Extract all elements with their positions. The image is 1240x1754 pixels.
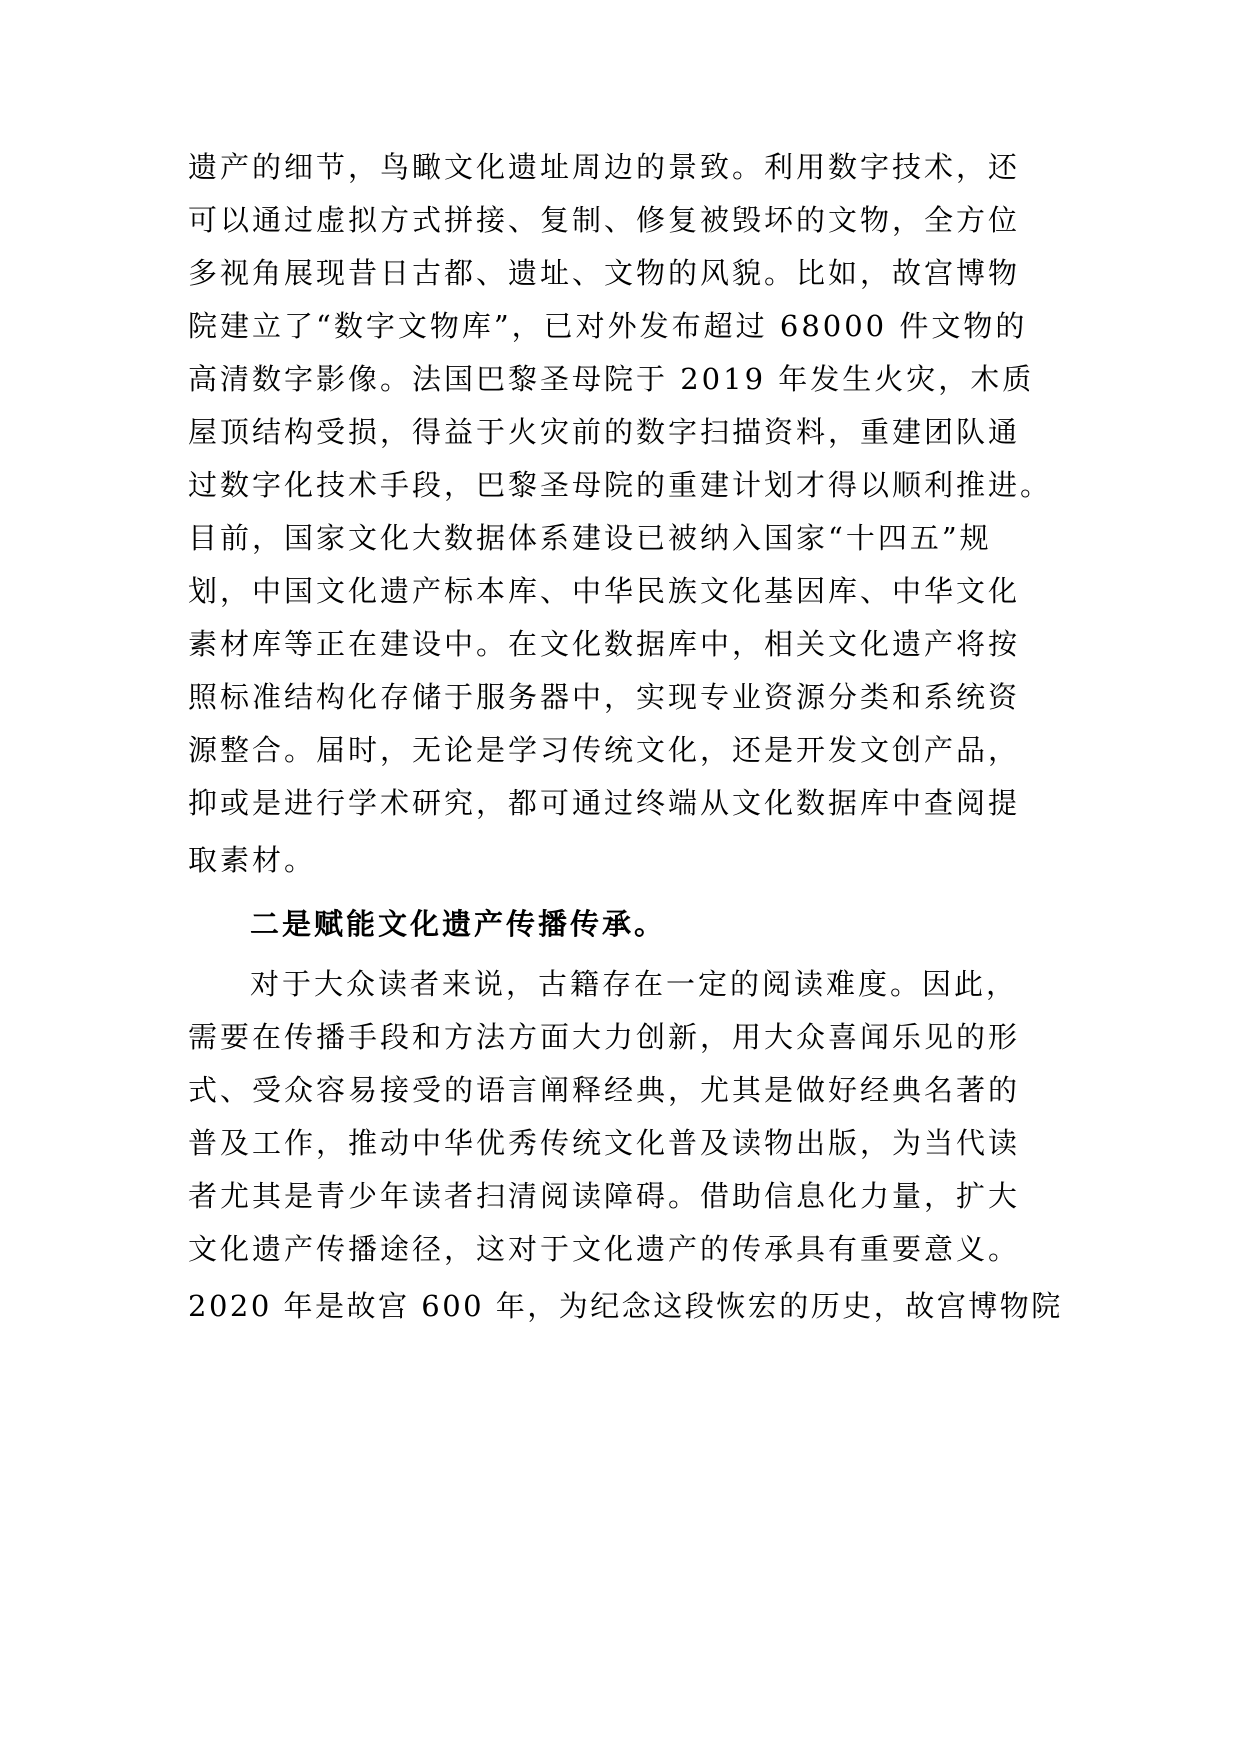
paragraph-line: 可以通过虚拟方式拼接、复制、修复被毁坏的文物，全方位: [188, 203, 1021, 237]
paragraph-line: 目前，国家文化大数据体系建设已被纳入国家“十四五”规: [188, 521, 992, 555]
section-heading: 二是赋能文化遗产传播传承。: [250, 907, 667, 941]
paragraph-line: 照标准结构化存储于服务器中，实现专业资源分类和系统资: [188, 680, 1021, 714]
paragraph-line: 遗产的细节，鸟瞰文化遗址周边的景致。利用数字技术，还: [188, 150, 1021, 184]
paragraph-line: 屋顶结构受损，得益于火灾前的数字扫描资料，重建团队通: [188, 415, 1021, 449]
paragraph-line: 源整合。届时，无论是学习传统文化，还是开发文创产品，: [188, 733, 1021, 767]
paragraph-line: 抑或是进行学术研究，都可通过终端从文化数据库中查阅提: [188, 786, 1021, 820]
paragraph-line: 普及工作，推动中华优秀传统文化普及读物出版，为当代读: [188, 1126, 1021, 1160]
paragraph-line: 高清数字影像。法国巴黎圣母院于 2019 年发生火灾，木质: [188, 362, 1035, 396]
paragraph-line: 取素材。: [188, 843, 317, 877]
paragraph-line: 院建立了“数字文物库”，已对外发布超过 68000 件文物的: [188, 309, 1028, 343]
paragraph-line: 需要在传播手段和方法方面大力创新，用大众喜闻乐见的形: [188, 1020, 1021, 1054]
paragraph-line: 式、受众容易接受的语言阐释经典，尤其是做好经典名著的: [188, 1073, 1021, 1107]
paragraph-line: 素材库等正在建设中。在文化数据库中，相关文化遗产将按: [188, 627, 1021, 661]
paragraph-line: 划，中国文化遗产标本库、中华民族文化基因库、中华文化: [188, 574, 1021, 608]
paragraph-line: 者尤其是青少年读者扫清阅读障碍。借助信息化力量，扩大: [188, 1179, 1021, 1213]
paragraph-line: 对于大众读者来说，古籍存在一定的阅读难度。因此，: [250, 967, 1019, 1001]
paragraph-line: 多视角展现昔日古都、遗址、文物的风貌。比如，故宫博物: [188, 256, 1021, 290]
paragraph-line: 过数字化技术手段，巴黎圣母院的重建计划才得以顺利推进。: [188, 468, 1053, 502]
paragraph-line: 文化遗产传播途径，这对于文化遗产的传承具有重要意义。: [188, 1232, 1021, 1266]
paragraph-line: 2020 年是故宫 600 年，为纪念这段恢宏的历史，故宫博物院: [188, 1289, 1063, 1323]
